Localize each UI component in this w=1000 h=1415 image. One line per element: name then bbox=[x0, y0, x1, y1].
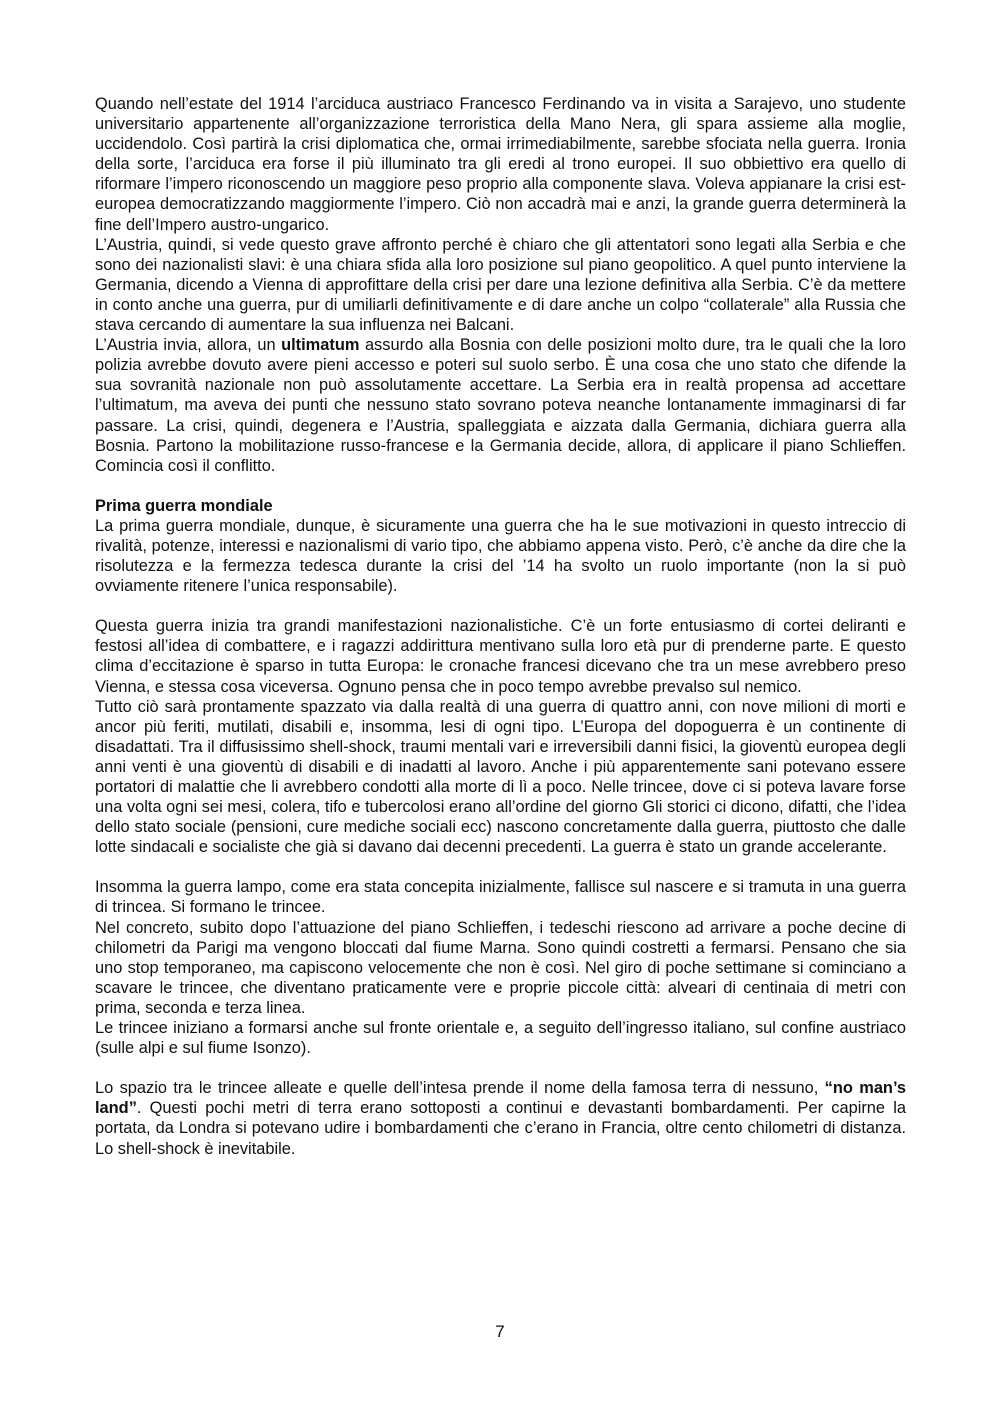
paragraph-gap bbox=[95, 596, 906, 616]
section-paragraph-5: Nel concreto, subito dopo l’attuazione del piano Schlieffen, i tedeschi riescono ad arrivare a poche decine di chilometri da Parigi ma vengono bloccati dal fiume Marna. Sono quindi costretti a fermarsi. Pensano che sia uno stop temporaneo, ma capiscono velocemente che non è così. Nel giro di poche settimane si cominciano a scavare le trincee, che diventano praticamente vere e proprie piccole città: alveari di centinaia di metri con prima, seconda e terza linea. bbox=[95, 918, 906, 1017]
section-paragraph-2: Questa guerra inizia tra grandi manifestazioni nazionalistiche. C’è un forte entusiasmo di cortei deliranti e festosi all’idea di combattere, e i ragazzi addirittura mentivano sulla loro età pur di prenderne parte. E questo clima d’eccitazione è sparso in tutta Europa: le cronache francesi dicevano che tra un mese avrebbero preso Vienna, e stessa cosa viceversa. Ognuno pensa che in poco tempo avrebbe prevalso sul nemico. bbox=[95, 617, 906, 696]
intro-paragraph-3-text-after: assurdo alla Bosnia con delle posizioni molto dure, tra le quali che la loro polizia avrebbe dovuto avere pieni accesso e poteri sul suolo serbo. È una cosa che uno stato che difende la sua sovranità nazionale non può assolutamente accettare. La Serbia era in realtà propensa ad accettare l’ultimatum, ma aveva dei punti che nessuno stato sovrano poteva neanche lontanamente immaginarsi di far passare. La crisi, quindi, degenera e l’Austria, spalleggiata e aizzata dalla Germania, dichiara guerra alla Bosnia. Partono la mobilitazione russo-francese e la Germania decide, allora, di applicare il piano Schlieffen. Comincia così il conflitto. bbox=[95, 336, 907, 475]
section-paragraph-1: La prima guerra mondiale, dunque, è sicuramente una guerra che ha le sue motivazioni in questo intreccio di rivalità, potenze, interessi e nazionalismi di vario tipo, che abbiamo appena visto. Però, c’è anche da dire che la risolutezza e la fermezza tedesca durante la crisi del ’14 ha svolto un ruolo importante (non la si può ovviamente ritenere l’unica responsabile). bbox=[95, 516, 906, 596]
section-paragraph-7-text-after: . Questi pochi metri di terra erano sottoposti a continui e devastanti bombardamenti. Per capirne la portata, da Londra si potevano udire i bombardamenti che c’erano in Francia, oltre cento chilometri di distanza. Lo shell-shock è inevitabile. bbox=[95, 1099, 906, 1158]
intro-paragraph-2: L’Austria, quindi, si vede questo grave affronto perché è chiaro che gli attentatori sono legati alla Serbia e che sono dei nazionalisti slavi: è una chiara sfida alla loro posizione sul piano geopolitico. A quel punto interviene la Germania, dicendo a Vienna di approfittare della crisi per dare una lezione definitiva alla Serbia. C’è da mettere in conto anche una guerra, pur di umiliarli definitivamente e di dare anche un colpo “collaterale” alla Russia che stava cercando di aumentare la sua influenza nei Balcani. bbox=[95, 235, 906, 335]
ultimatum-bold-term: ultimatum bbox=[281, 336, 360, 355]
section-heading: Prima guerra mondiale bbox=[95, 496, 273, 515]
section-paragraph-6: Le trincee iniziano a formarsi anche sul fronte orientale e, a seguito dell’ingresso italiano, sul confine austriaco (sulle alpi e sul fiume Isonzo). bbox=[95, 1019, 906, 1058]
section-paragraph-3: Tutto ciò sarà prontamente spazzato via dalla realtà di una guerra di quattro anni, con nove milioni di morti e ancor più feriti, mutilati, disabili e, insomma, lesi di ogni tipo. L’Europa del dopoguerra è un continente di disadattati. Tra il diffusissimo shell-shock, traumi mentali vari e irreversibili danni fisici, la gioventù europea degli anni venti è una gioventù di disabili e di inadatti al lavoro. Anche i più apparentemente sani potevano essere portatori di malattie che li avrebbero condotti alla morte di lì a poco. Nelle trincee, dove ci si poteva lavare forse una volta ogni sei mesi, colera, tifo e tubercolosi erano all’ordine del giorno Gli storici ci dicono, difatti, che l’idea dello stato sociale (pensioni, cure mediche sociali ecc) nascono concretamente dalla guerra, piuttosto che dalle lotte sindacali e socialiste che già si davano dai decenni precedenti. La guerra è stato un grande accelerante. bbox=[95, 697, 906, 857]
paragraph-gap bbox=[95, 1058, 906, 1078]
intro-paragraph-3-text-before: L’Austria invia, allora, un bbox=[95, 336, 282, 355]
no-mans-land-bold-term: “no man’s land” bbox=[95, 1079, 907, 1118]
page-number: 7 bbox=[495, 1322, 505, 1341]
paragraph-gap bbox=[95, 476, 906, 496]
section-paragraph-4: Insomma la guerra lampo, come era stata concepita inizialmente, fallisce sul nascere e si tramuta in una guerra di trincea. Si formano le trincee. bbox=[95, 878, 906, 917]
intro-paragraph-1: Quando nell’estate del 1914 l’arciduca austriaco Francesco Ferdinando va in visita a Sarajevo, uno studente universitario appartenente all’organizzazione terroristica della Mano Nera, gli spara assieme alla moglie, uccidendolo. Così partirà la crisi diplomatica che, ormai irrimediabilmente, sarebbe sfociata nella guerra. Ironia della sorte, l’arciduca era forse il più illuminato tra gli eredi al trono europei. Il suo obbiettivo era quello di riformare l’impero riconoscendo un maggiore peso proprio alla componente slava. Voleva appianare la crisi est-europea democratizzando maggiormente l’impero. Ciò non accadrà mai e anzi, la grande guerra determinerà la fine dell’Impero austro-ungarico. bbox=[95, 95, 906, 234]
section-paragraph-7 bbox=[95, 1078, 906, 1158]
intro-paragraph-3 bbox=[95, 335, 906, 476]
section-paragraph-7-text-before: Lo spazio tra le trincee alleate e quelle dell’intesa prende il nome della famosa terra di nessuno, bbox=[95, 1079, 825, 1098]
paragraph-gap bbox=[95, 857, 906, 877]
